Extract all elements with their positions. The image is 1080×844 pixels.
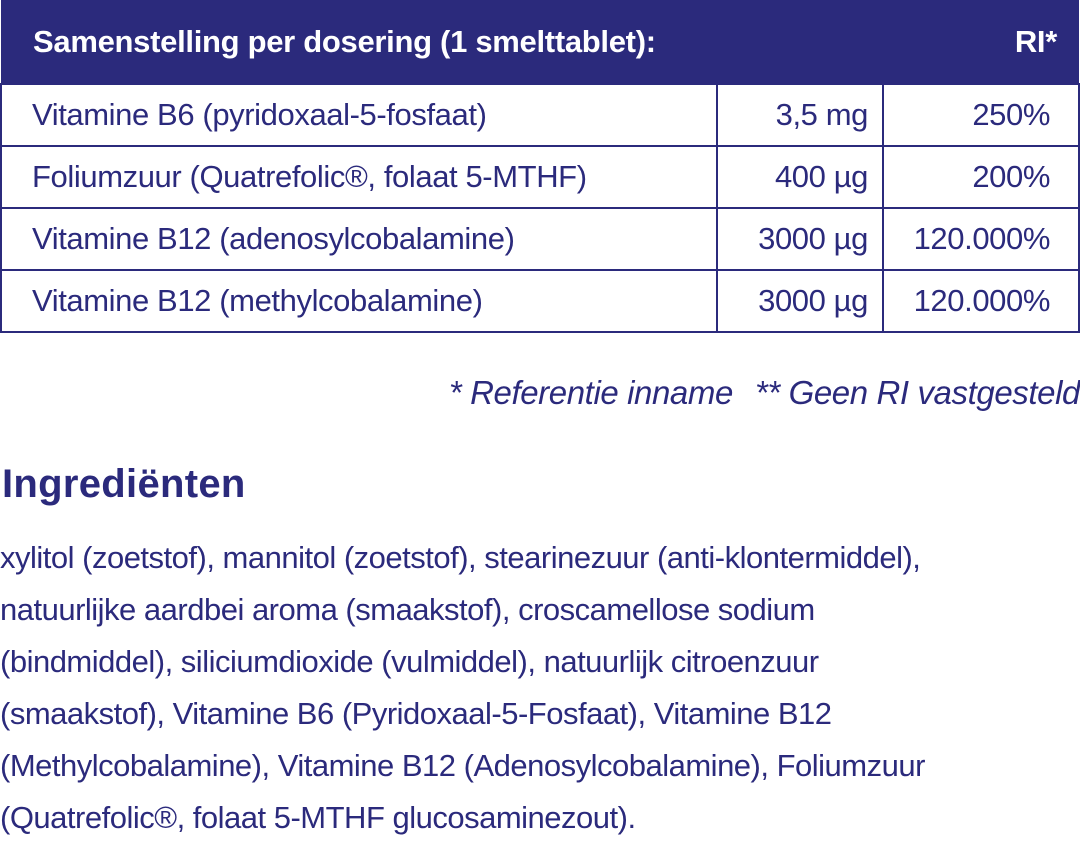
nutrient-ri: 250% bbox=[883, 84, 1079, 146]
ingredients-text bbox=[0, 532, 1070, 844]
table-row bbox=[1, 84, 1079, 146]
table-row bbox=[1, 146, 1079, 208]
ingredients-line: natuurlijke aardbei aroma (smaakstof), croscamellose sodium bbox=[0, 592, 815, 627]
ingredients-line: (Methylcobalamine), Vitamine B12 (Adenosylcobalamine), Foliumzuur bbox=[0, 748, 925, 783]
ingredients-line: (bindmiddel), siliciumdioxide (vulmiddel), natuurlijk citroenzuur bbox=[0, 644, 819, 679]
nutrient-name: Vitamine B12 (methylcobalamine) bbox=[1, 270, 717, 332]
nutrient-ri: 200% bbox=[883, 146, 1079, 208]
table-row bbox=[1, 270, 1079, 332]
nutrient-amount: 3,5 mg bbox=[717, 84, 883, 146]
table-row bbox=[1, 208, 1079, 270]
nutrient-name: Vitamine B6 (pyridoxaal-5-fosfaat) bbox=[1, 84, 717, 146]
ingredients-line: xylitol (zoetstof), mannitol (zoetstof), stearinezuur (anti-klontermiddel), bbox=[0, 540, 921, 575]
footnote-no-ri: ** Geen RI vastgesteld bbox=[754, 374, 1080, 411]
nutrient-name: Vitamine B12 (adenosylcobalamine) bbox=[1, 208, 717, 270]
ri-column-header: RI* bbox=[1014, 23, 1057, 59]
ingredients-line: (Quatrefolic®, folaat 5-MTHF glucosaminezout). bbox=[0, 800, 636, 835]
composition-table-title: Samenstelling per dosering (1 smelttablet): bbox=[33, 23, 656, 59]
nutrient-name: Foliumzuur (Quatrefolic®, folaat 5-MTHF) bbox=[1, 146, 717, 208]
nutrient-amount: 3000 µg bbox=[717, 208, 883, 270]
ingredients-line: (smaakstof), Vitamine B6 (Pyridoxaal-5-Fosfaat), Vitamine B12 bbox=[0, 696, 832, 731]
nutrient-amount: 400 µg bbox=[717, 146, 883, 208]
footnote-reference-intake: * Referentie inname bbox=[448, 374, 733, 411]
nutrient-ri: 120.000% bbox=[883, 208, 1079, 270]
footnote bbox=[449, 374, 1080, 412]
ingredients-heading: Ingrediënten bbox=[2, 462, 246, 506]
nutrient-amount: 3000 µg bbox=[717, 270, 883, 332]
composition-table bbox=[0, 0, 1080, 333]
nutrient-ri: 120.000% bbox=[883, 270, 1079, 332]
composition-table-header bbox=[1, 0, 1079, 84]
